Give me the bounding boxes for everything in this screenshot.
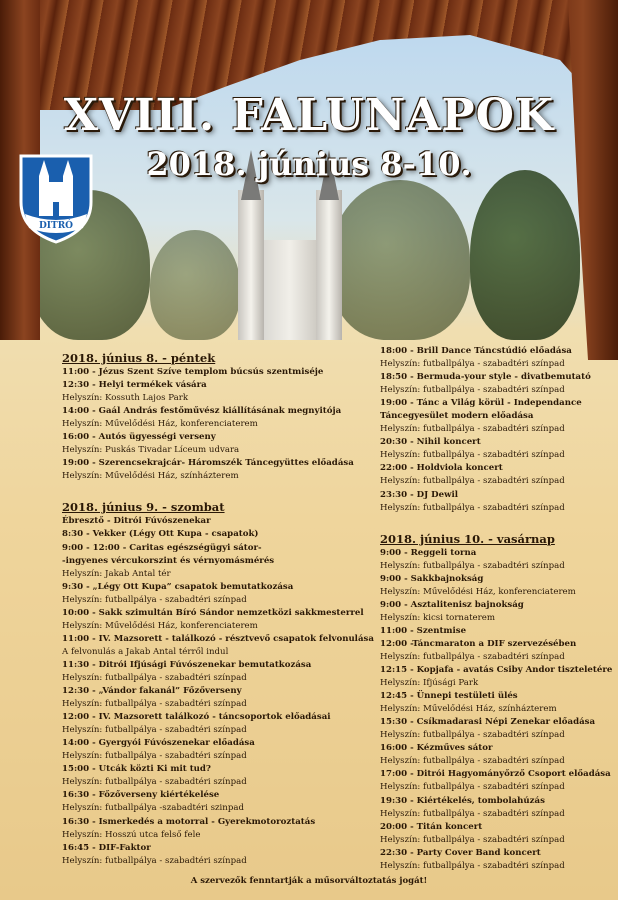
program-event: 11:00 - Jézus Szent Szíve templom búcsús szentmiséje xyxy=(62,367,324,377)
right-program-column xyxy=(380,345,613,873)
event-location: Helyszín: futballpálya - szabadtéri színpad xyxy=(380,385,565,396)
program-event: 9:30 - „Légy Ott Kupa” csapatok bemutatkozása xyxy=(62,581,294,592)
program-event: 11:00 - IV. Mazsorett - találkozó - résztvevő csapatok felvonulása xyxy=(62,633,374,644)
program-event: 18:00 - Brill Dance Táncstúdió előadása xyxy=(380,346,572,356)
event-location: Helyszín: futballpálya - szabadtéri színpad xyxy=(380,756,565,767)
program-event: 12:15 - Kopjafa - avatás Csiby Andor tiszteletére xyxy=(380,665,613,676)
event-location: Helyszín: futballpálya - szabadtéri színpad xyxy=(62,855,247,866)
event-location: Helyszín: Művelődési Ház, színházterem xyxy=(380,704,557,715)
program-event: 14:00 - Gyergyói Fúvószenekar előadása xyxy=(62,738,255,749)
event-location: Helyszín: Művelődési Ház, konferenciaterem xyxy=(62,620,258,631)
crest-label: DITRÓ xyxy=(38,221,74,231)
saturday-evening-events xyxy=(380,345,602,515)
sunday-events xyxy=(380,547,613,873)
program-event: Táncegyesület modern előadása xyxy=(380,411,534,422)
event-location: Helyszín: Jakab Antal tér xyxy=(62,568,171,579)
event-location: Helyszín: futballpálya -szabadtéri szinpad xyxy=(62,803,244,814)
event-location: Helyszín: futballpálya - szabadtéri színpad xyxy=(380,450,565,461)
disclaimer-footer: A szervezők fenntartják a műsorváltoztatás jogát! xyxy=(190,876,428,886)
program-event: 16:00 - Autós ügyességi verseny xyxy=(62,432,216,443)
pine-tree xyxy=(470,170,580,340)
program-event: 11:00 - Szentmise xyxy=(380,625,467,636)
program-event: 17:00 - Ditrói Hagyományőrző Csoport előadása xyxy=(380,769,611,780)
event-location: Helyszín: Kossuth Lajos Park xyxy=(62,393,189,404)
program-event: 16:30 - Ismerkedés a motorral - Gyerekmotoroztatás xyxy=(62,816,316,827)
event-location: Helyszín: futballpálya - szabadtéri színpad xyxy=(62,725,247,736)
event-location: Helyszín: futballpálya - szabadtéri színpad xyxy=(62,672,247,683)
tree-right xyxy=(330,180,470,340)
program-event: 10:00 - Sakk szimultán Bíró Sándor nemzetközi sakkmesterrel xyxy=(62,607,364,618)
event-location: Helyszín: futballpálya - szabadtéri színpad xyxy=(62,699,247,710)
program-event: 19:00 - Szerencsekrajcár- Háromszék Táncegyüttes előadása xyxy=(62,458,354,469)
event-location: Helyszín: Ifjúsági Park xyxy=(380,678,479,689)
program-event: Ébresztő - Ditrói Fúvószenekar xyxy=(62,516,211,527)
event-location: Helyszín: futballpálya - szabadtéri színpad xyxy=(380,730,565,741)
program-event: 15:00 - Utcák közti Ki mit tud? xyxy=(62,764,211,775)
event-location: Helyszín: futballpálya - szabadtéri színpad xyxy=(62,751,247,762)
program-event: 12:30 - „Vándor fakanál” Főzőverseny xyxy=(62,686,242,697)
day-heading-friday: 2018. június 8. - péntek xyxy=(62,351,216,365)
church-illustration xyxy=(230,180,350,340)
program-event: 14:00 - Gaál András festőművész kiállításának megnyitója xyxy=(62,406,342,417)
program-event: 18:50 - Bermuda-your style - divatbemutató xyxy=(380,372,591,383)
program-event: 20:00 - Titán koncert xyxy=(380,821,483,832)
program-event: 22:00 - Holdviola koncert xyxy=(380,463,503,474)
program-event: 12:00 - IV. Mazsorett találkozó - táncsoportok előadásai xyxy=(62,712,331,723)
event-location: Helyszín: futballpálya - szabadtéri színpad xyxy=(380,424,565,435)
program-event: 8:30 - Vekker (Légy Ott Kupa - csapatok) xyxy=(62,529,259,540)
program-event: 9:00 - Asztalitenisz bajnokság xyxy=(380,599,524,610)
event-location: Helyszín: Puskás Tivadar Líceum udvara xyxy=(62,445,240,456)
event-location: Helyszín: futballpálya - szabadtéri színpad xyxy=(62,594,247,605)
day-heading-saturday: 2018. június 9. - szombat xyxy=(62,500,225,515)
event-location: Helyszín: futballpálya - szabadtéri színpad xyxy=(380,560,565,571)
event-location: Helyszín: futballpálya - szabadtéri színpad xyxy=(380,476,565,487)
program-event: 16:30 - Főzőverseny kiértékelése xyxy=(62,790,220,801)
friday-events xyxy=(62,366,367,483)
program-event: 15:30 - Csíkmadarasi Népi Zenekar előadása xyxy=(380,717,596,728)
program-event: 9:00 - Reggeli torna xyxy=(380,547,477,558)
program-event: 16:00 - Kézműves sátor xyxy=(380,743,493,754)
program-event: 19:30 - Kiértékelés, tombolahúzás xyxy=(380,795,545,806)
event-location: Helyszín: kicsi tornaterem xyxy=(380,612,495,623)
program-event: 12:45 - Ünnepi testületi ülés xyxy=(380,691,518,702)
program-event: 9:00 - 12:00 - Caritas egészségügyi sátor- xyxy=(62,542,262,553)
program-event: 12:00 -Táncmaraton a DIF szervezésében xyxy=(380,638,577,649)
event-location: Helyszín: futballpálya - szabadtéri színpad xyxy=(380,860,565,871)
poster-title: XVIII. FALUNAPOK xyxy=(63,90,555,141)
event-location: Helyszín: Művelődési Ház, színházterem xyxy=(62,471,239,482)
event-location: Helyszín: Művelődési Ház, konferenciaterem xyxy=(62,419,258,430)
program-event: -ingyenes vércukorszint és vérnyomásmérés xyxy=(62,555,275,566)
left-program-column xyxy=(62,348,374,868)
event-location: A felvonulás a Jakab Antal térről indul xyxy=(62,646,229,657)
program-event: 20:30 - Nihil koncert xyxy=(380,437,481,448)
program-event: 12:30 - Helyi termékek vására xyxy=(62,380,207,391)
event-location: Helyszín: futballpálya - szabadtéri színpad xyxy=(380,808,565,819)
saturday-events xyxy=(62,515,374,867)
program-event: 22:30 - Party Cover Band koncert xyxy=(380,847,541,858)
program-event: 19:00 - Tánc a Világ körül - Independance xyxy=(380,398,582,409)
event-location: Helyszín: Művelődési Ház, konferenciaterem xyxy=(380,586,576,597)
event-location: Helyszín: futballpálya - szabadtéri színpad xyxy=(380,502,565,513)
event-location: Helyszín: futballpálya - szabadtéri színpad xyxy=(380,651,565,662)
tree-mid xyxy=(150,230,240,340)
event-location: Helyszín: futballpálya - szabadtéri színpad xyxy=(380,834,565,845)
day-heading-sunday: 2018. június 10. - vasárnap xyxy=(380,531,555,546)
event-location: Helyszín: futballpálya - szabadtéri színpad xyxy=(380,359,565,370)
program-event: 11:30 - Ditrói Ifjúsági Fúvószenekar bemutatkozása xyxy=(62,659,312,670)
poster-date: 2018. június 8-10. xyxy=(146,145,472,183)
program-event: 16:45 - DIF-Faktor xyxy=(62,842,151,853)
program-event: 23:30 - DJ Dewil xyxy=(380,489,458,500)
event-location: Helyszín: futballpálya - szabadtéri színpad xyxy=(62,777,247,788)
event-location: Helyszín: Hosszú utca felső fele xyxy=(62,829,201,840)
program-event: 9:00 - Sakkbajnokság xyxy=(380,573,484,584)
event-location: Helyszín: futballpálya - szabadtéri színpad xyxy=(380,782,565,793)
ditro-crest-icon xyxy=(17,152,95,244)
